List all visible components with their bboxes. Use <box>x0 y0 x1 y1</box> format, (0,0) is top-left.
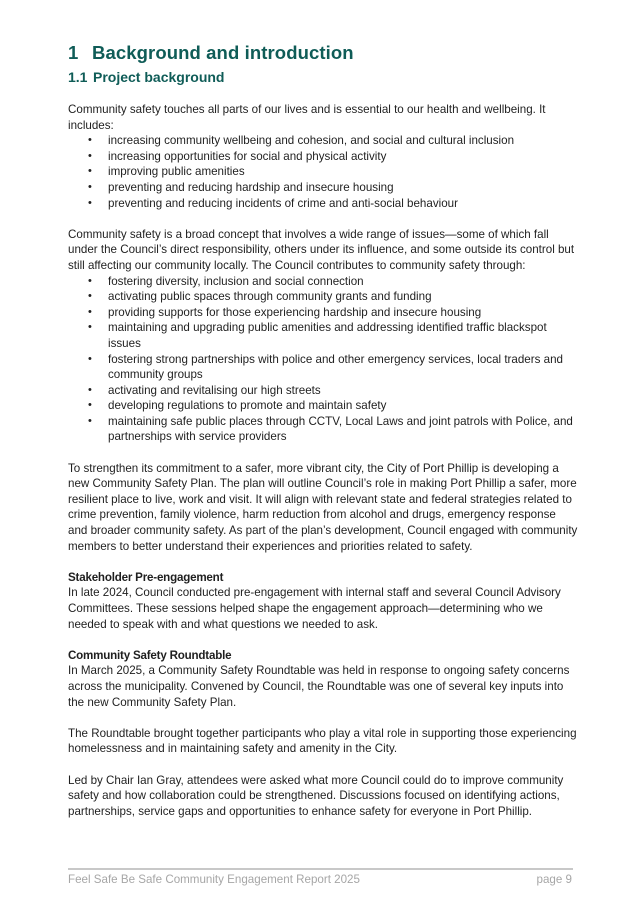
list-item <box>68 149 578 165</box>
list-item <box>68 180 578 196</box>
list-item <box>68 352 578 383</box>
bullet-icon: • <box>88 165 92 178</box>
bullet-icon: • <box>88 196 92 209</box>
roundtable-paragraph-2: The Roundtable brought together participants who play a vital role in supporting those experiencing homelessness and in maintaining safety and amenity in the City. <box>68 726 577 756</box>
list-item-text: fostering strong partnerships with police and other emergency services, local traders and community groups <box>108 352 563 382</box>
list-item <box>68 133 578 149</box>
subsection-title: Project background <box>93 69 225 85</box>
section-number: 1 <box>68 42 79 63</box>
list-item-text: fostering diversity, inclusion and social connection <box>108 274 364 288</box>
list-item-text: improving public amenities <box>108 165 245 179</box>
list-item <box>68 274 578 290</box>
roundtable-paragraph-1: In March 2025, a Community Safety Roundtable was held in response to ongoing safety concerns across the municipality. Convened by Council, the Roundtable was one of several key inputs into the new Community Safety Plan. <box>68 664 570 709</box>
commitment-paragraph: To strengthen its commitment to a safer, more vibrant city, the City of Port Phillip is developing a new Community Safety Plan. The plan will outline Council’s role in making Port Phillip a safer, more resilient place to live, work and visit. It will align with relevant state and federal strategies related to crime prevention, family violence, harm reduction from alcohol and drugs, emergency response and broader community safety. As part of the plan’s development, Council engaged with community members to better understand their experiences and priorities related to safety. <box>68 461 578 553</box>
list-item-text: preventing and reducing incidents of crime and anti-social behaviour <box>108 196 458 210</box>
bullet-icon: • <box>88 383 92 396</box>
bullet-icon: • <box>88 399 92 412</box>
list-item <box>68 305 578 321</box>
subsection-heading <box>68 69 224 85</box>
concept-bullet-list <box>68 274 578 446</box>
list-item-text: providing supports for those experiencing hardship and insecure housing <box>108 305 482 319</box>
list-item-text: increasing community wellbeing and cohesion, and social and cultural inclusion <box>108 134 515 148</box>
body-text <box>68 102 578 819</box>
list-item <box>68 164 578 180</box>
bullet-icon: • <box>88 290 92 303</box>
footer-page-number: page 9 <box>536 873 572 886</box>
footer-divider <box>68 868 573 870</box>
list-item-text: maintaining safe public places through CCTV, Local Laws and joint patrols with Police, and partnerships with service providers <box>108 414 573 444</box>
bullet-icon: • <box>88 134 92 147</box>
preengagement-paragraph: In late 2024, Council conducted pre-engagement with internal staff and several Council Advisory Committees. These sessions helped shape the engagement approach—determining who we needed to speak with and what questions we needed to ask. <box>68 586 561 631</box>
list-item <box>68 383 578 399</box>
list-item-text: preventing and reducing hardship and insecure housing <box>108 180 394 194</box>
bullet-icon: • <box>88 414 92 427</box>
footer-report-title: Feel Safe Be Safe Community Engagement Report 2025 <box>68 873 360 886</box>
bullet-icon: • <box>88 149 92 162</box>
roundtable-heading: Community Safety Roundtable <box>68 648 232 662</box>
subsection-number: 1.1 <box>68 69 88 85</box>
concept-paragraph: Community safety is a broad concept that involves a wide range of issues—some of which fall under the Council’s direct responsibility, others under its influence, and some outside its control but still affecting our community locally. The Council contributes to community safety through: <box>68 227 575 272</box>
list-item-text: activating and revitalising our high streets <box>108 383 321 397</box>
bullet-icon: • <box>88 305 92 318</box>
list-item <box>68 398 578 414</box>
section-heading <box>68 42 354 64</box>
list-item <box>68 289 578 305</box>
list-item-text: increasing opportunities for social and physical activity <box>108 149 387 163</box>
bullet-icon: • <box>88 274 92 287</box>
roundtable-paragraph-3: Led by Chair Ian Gray, attendees were asked what more Council could do to improve community safety and how collaboration could be strengthened. Discussions focused on identifying actions, partnerships, service gaps and opportunities to enhance safety for everyone in Port Phillip. <box>68 773 564 818</box>
preengagement-heading: Stakeholder Pre-engagement <box>68 570 224 584</box>
intro-paragraph: Community safety touches all parts of our lives and is essential to our health and wellbeing. It includes: <box>68 103 546 132</box>
section-title: Background and introduction <box>92 42 354 63</box>
list-item <box>68 414 578 445</box>
list-item-text: maintaining and upgrading public amenities and addressing identified traffic blackspot issues <box>108 321 547 350</box>
bullet-icon: • <box>88 352 92 365</box>
bullet-icon: • <box>88 321 92 334</box>
list-item-text: activating public spaces through community grants and funding <box>108 290 432 304</box>
list-item <box>68 196 578 212</box>
list-item <box>68 320 578 351</box>
bullet-icon: • <box>88 180 92 193</box>
list-item-text: developing regulations to promote and maintain safety <box>108 399 387 413</box>
intro-bullet-list <box>68 133 578 211</box>
